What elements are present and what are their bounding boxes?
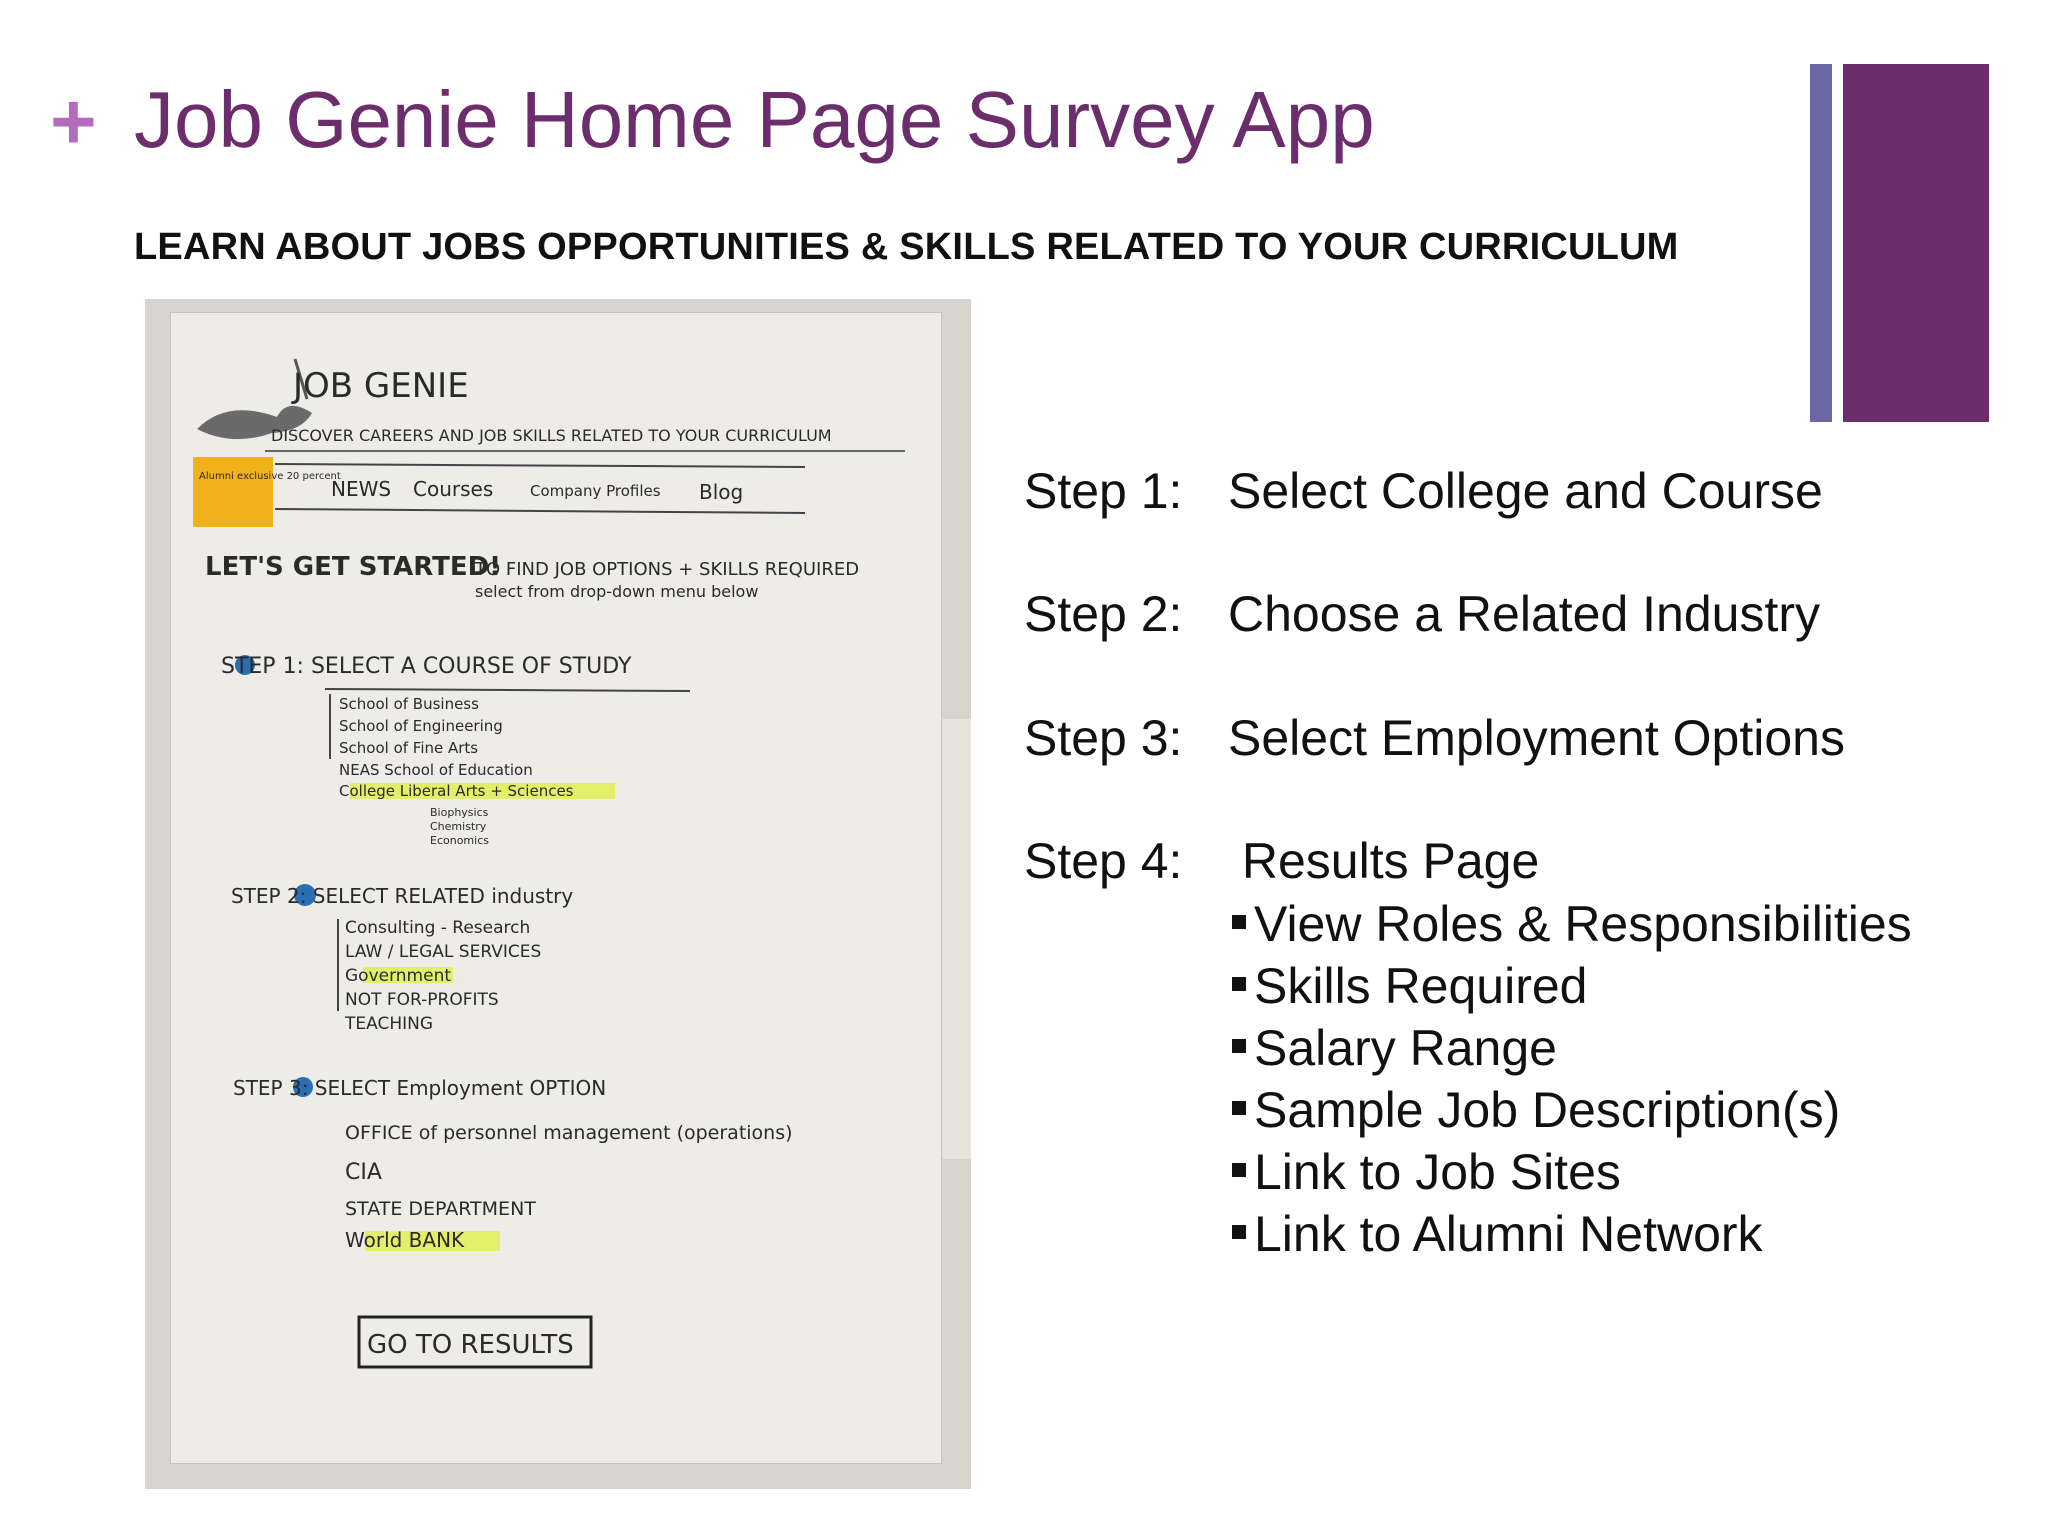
sketch-step2-opt-5: TEACHING (345, 1014, 434, 1034)
sketch-step1-title: STEP 1: SELECT A COURSE OF STUDY (221, 654, 632, 679)
sketch-step3-opt-2: CIA (345, 1160, 382, 1185)
sticky-note (193, 457, 273, 527)
sketch-step1-opt-4: NEAS School of Education (339, 761, 533, 779)
sketch-go-to-results-label: GO TO RESULTS (367, 1330, 574, 1360)
step-3-text: Select Employment Options (1228, 710, 1845, 766)
sketch-step3-opt-3: STATE DEPARTMENT (345, 1198, 536, 1220)
list-item (1232, 893, 1912, 955)
sketch-step2-opt-1: Consulting - Research (345, 918, 531, 938)
square-bullet-icon (1232, 977, 1246, 991)
accent-bar-thick (1843, 64, 1989, 422)
sticky-note-text: Alumni exclusive 20 percent (199, 471, 341, 482)
step-2-text: Choose a Related Industry (1228, 586, 1821, 642)
list-item (1232, 1017, 1912, 1079)
square-bullet-icon (1232, 1225, 1246, 1239)
sketch-step2-title: STEP 2: SELECT RELATED industry (231, 884, 574, 908)
square-bullet-icon (1232, 1163, 1246, 1177)
slide-subtitle: LEARN ABOUT JOBS OPPORTUNITIES & SKILLS RELATED TO YOUR CURRICULUM (134, 226, 1679, 268)
sketch-step1-opt-5: College Liberal Arts + Sciences (339, 782, 574, 800)
sketch-tagline: DISCOVER CAREERS AND JOB SKILLS RELATED TO YOUR CURRICULUM (271, 426, 832, 445)
slide-title: Job Genie Home Page Survey App (134, 75, 1375, 164)
step-4-text: Results Page (1228, 833, 1540, 889)
sketch-nav-blog: Blog (699, 480, 744, 504)
sketch-drawing (145, 299, 971, 1489)
step-1-label: Step 1: (1024, 463, 1183, 519)
sketch-step3-opt-1: OFFICE of personnel management (operations) (345, 1122, 793, 1144)
results-item-label: Sample Job Description(s) (1254, 1082, 1841, 1138)
sketch-step2-opt-4: NOT FOR-PROFITS (345, 990, 499, 1010)
sketch-step2-opt-2: LAW / LEGAL SERVICES (345, 942, 542, 962)
step-4-label: Step 4: (1024, 833, 1183, 889)
results-item-label: Salary Range (1254, 1020, 1557, 1076)
sketch-nav-news: NEWS (331, 477, 392, 501)
sketch-instruction-2: select from drop-down menu below (475, 582, 759, 601)
list-item (1232, 1203, 1912, 1265)
sketch-step1-sub-3: Economics (430, 834, 489, 847)
sketch-step2-opt-3: Government (345, 966, 452, 986)
sketch-step1-sub-2: Chemistry (430, 820, 487, 833)
results-item-label: Link to Alumni Network (1254, 1206, 1763, 1262)
results-list (1232, 893, 1912, 1265)
step-1-text: Select College and Course (1228, 463, 1823, 519)
sketch-instruction-1: TO FIND JOB OPTIONS + SKILLS REQUIRED (475, 559, 860, 580)
sketch-nav-company: Company Profiles (530, 482, 661, 500)
square-bullet-icon (1232, 1039, 1246, 1053)
results-item-label: Skills Required (1254, 958, 1588, 1014)
square-bullet-icon (1232, 1101, 1246, 1115)
list-item (1232, 1079, 1912, 1141)
plus-icon: + (50, 77, 97, 166)
results-item-label: Link to Job Sites (1254, 1144, 1621, 1200)
results-item-label: View Roles & Responsibilities (1254, 896, 1912, 952)
sketch-step3-title: STEP 3: SELECT Employment OPTION (233, 1076, 607, 1100)
square-bullet-icon (1232, 915, 1246, 929)
sketch-step1-opt-1: School of Business (339, 695, 479, 713)
list-item (1232, 1141, 1912, 1203)
sketch-brand: JOB GENIE (293, 366, 469, 406)
sketch-step3-opt-4: World BANK (345, 1228, 465, 1252)
list-item (1232, 955, 1912, 1017)
sketch-step1-sub-1: Biophysics (430, 806, 489, 819)
sketch-step1-opt-3: School of Fine Arts (339, 739, 479, 757)
sketch-photo (145, 299, 971, 1489)
sketch-step1-opt-2: School of Engineering (339, 717, 503, 735)
step-2-label: Step 2: (1024, 586, 1183, 642)
sketch-nav-courses: Courses (413, 477, 494, 501)
sketch-get-started: LET'S GET STARTED! (205, 552, 502, 582)
accent-bar-thin (1810, 64, 1832, 422)
step-3-label: Step 3: (1024, 710, 1183, 766)
